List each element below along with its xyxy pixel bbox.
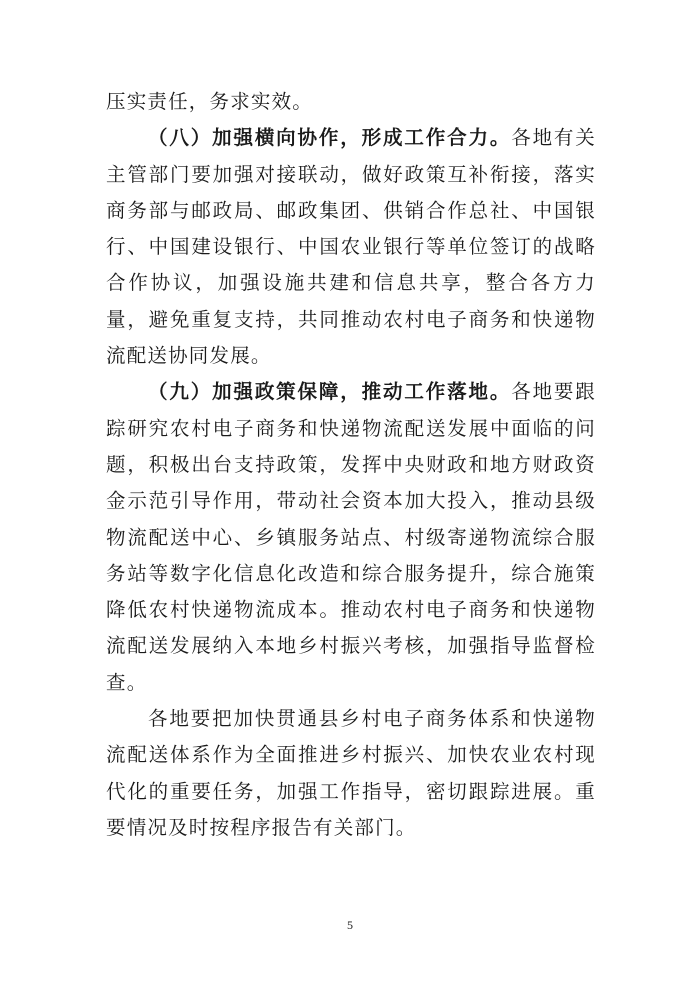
paragraph-closing [106, 701, 596, 846]
document-body [106, 84, 596, 846]
paragraph-text: 各地要跟踪研究农村电子商务和快递物流配送发展中面临的问题，积极出台支持政策，发挥中央财政和地方财政资金示范引导作用，带动社会资本加大投入，推动县级物流配送中心、乡镇服务站点、村级寄递物流综合服务站等数字化信息化改造和综合服务提升，综合施策降低农村快递物流成本。推动农村电子商务和快递物流配送发展纳入本地乡村振兴考核，加强指导监督检查。 [106, 380, 596, 694]
page-number: 5 [347, 918, 353, 932]
paragraph-section-8 [106, 120, 596, 374]
paragraph-text: 各地有关主管部门要加强对接联动，做好政策互补衔接，落实商务部与邮政局、邮政集团、供销合作总社、中国银行、中国建设银行、中国农业银行等单位签订的战略合作协议，加强设施共建和信息共享，整合各方力量，避免重复支持，共同推动农村电子商务和快递物流配送协同发展。 [106, 126, 596, 368]
paragraph-section-9 [106, 374, 596, 701]
paragraph-text: 压实责任，务求实效。 [106, 90, 314, 113]
section-heading: （八）加强横向协作，形成工作合力。 [148, 126, 512, 150]
section-heading: （九）加强政策保障，推动工作落地。 [148, 380, 512, 404]
paragraph-text: 各地要把加快贯通县乡村电子商务体系和快递物流配送体系作为全面推进乡村振兴、加快农业农村现代化的重要任务，加强工作指导，密切跟踪进展。重要情况及时按程序报告有关部门。 [106, 707, 596, 839]
paragraph-continuation [106, 84, 596, 120]
